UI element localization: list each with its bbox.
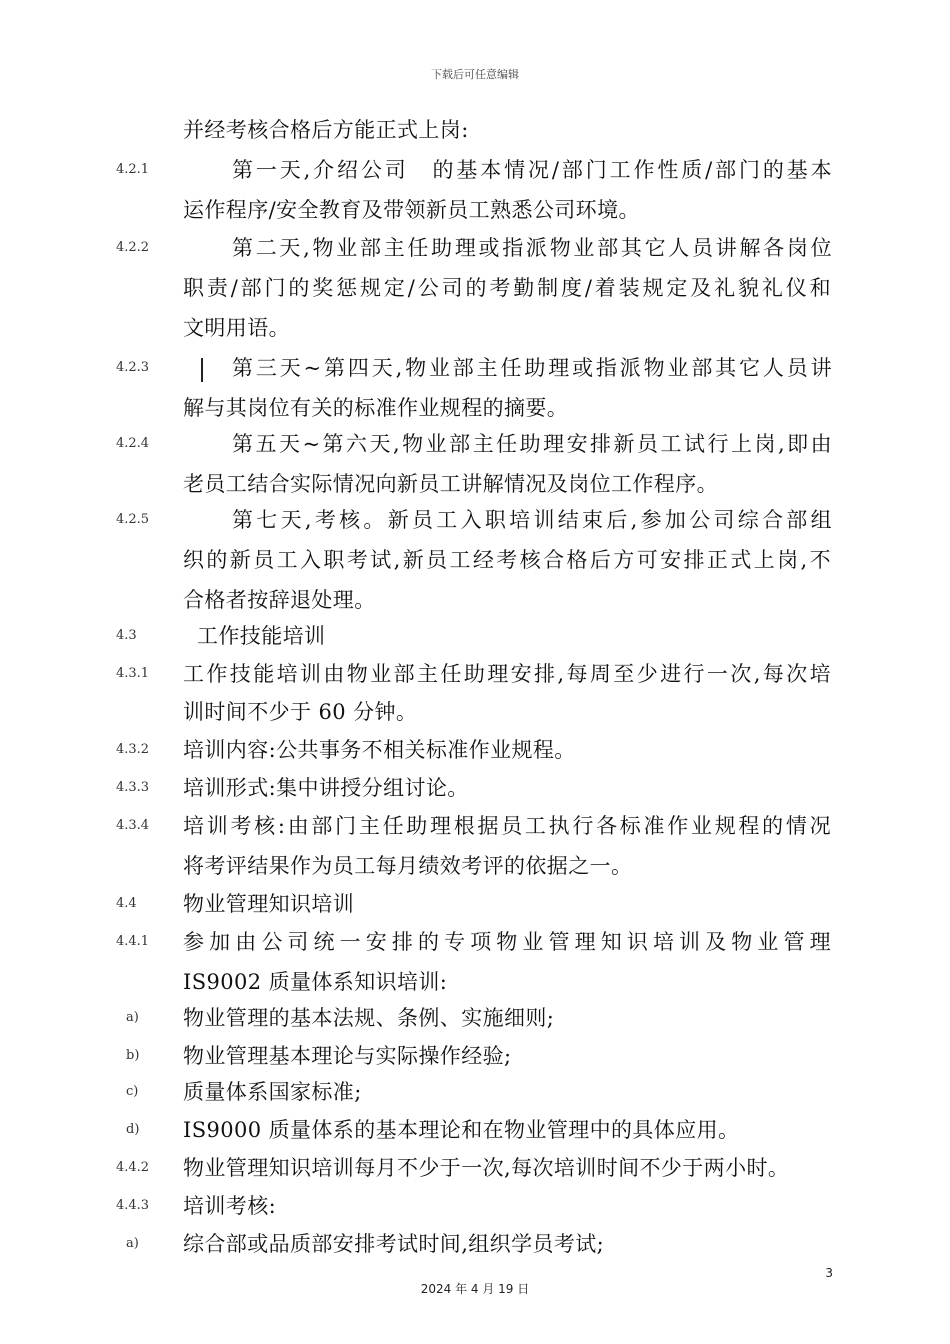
line-text: 物业管理的基本法规、条例、实施细则; (183, 1006, 555, 1030)
line-text: 将考评结果作为员工每月绩效考评的依据之一。 (183, 854, 633, 878)
line-number: 4.2.5 (116, 512, 150, 527)
line-number: d) (126, 1122, 140, 1137)
page-number: 3 (825, 1266, 833, 1280)
line-text: 物业管理知识培训每月不少于一次,每次培训时间不少于两小时。 (183, 1156, 790, 1180)
line-text: 织的新员工入职考试,新员工经考核合格后方可安排正式上岗,不 (183, 548, 831, 572)
line-text: 综合部或品质部安排考试时间,组织学员考试; (183, 1232, 605, 1256)
line-number: 4.3 (116, 628, 137, 643)
line-text: 培训内容:公共事务不相关标准作业规程。 (183, 738, 576, 762)
line-text: 培训考核: (183, 1194, 277, 1218)
line-text: 质量体系国家标准; (183, 1080, 362, 1104)
line-number: 4.2.3 (116, 360, 150, 375)
line-number: 4.4.2 (116, 1160, 150, 1175)
line-text: 培训考核:由部门主任助理根据员工执行各标准作业规程的情况 (183, 814, 831, 838)
line-text: 并经考核合格后方能正式上岗: (183, 118, 469, 142)
line-number: a) (126, 1010, 139, 1025)
line-text: 工作技能培训 (197, 624, 326, 648)
line-text: 文明用语。 (183, 316, 290, 340)
line-number: 4.2.2 (116, 240, 150, 255)
line-number: 4.3.3 (116, 780, 150, 795)
line-text: 第五天~第六天,物业部主任助理安排新员工试行上岗,即由 (232, 432, 832, 456)
line-text: 工作技能培训由物业部主任助理安排,每周至少进行一次,每次培 (183, 662, 831, 686)
line-text: 参加由公司统一安排的专项物业管理知识培训及物业管理 (183, 930, 831, 954)
footer-date: 2024 年 4 月 19 日 (420, 1282, 530, 1296)
line-number: 4.3.2 (116, 742, 150, 757)
line-number: 4.2.1 (116, 162, 150, 177)
line-text: 老员工结合实际情况向新员工讲解情况及岗位工作程序。 (183, 472, 718, 496)
line-number: 4.4.3 (116, 1198, 150, 1213)
line-text: 训时间不少于 60 分钟。 (183, 700, 418, 724)
line-number: a) (126, 1236, 139, 1251)
line-text: 运作程序/安全教育及带领新员工熟悉公司环境。 (183, 198, 640, 222)
line-number: 4.3.1 (116, 666, 150, 681)
line-text: 第一天,介绍公司 的基本情况/部门工作性质/部门的基本 (232, 158, 832, 182)
line-number: c) (126, 1084, 139, 1099)
line-text: 培训形式:集中讲授分组讨论。 (183, 776, 469, 800)
line-text: 物业管理基本理论与实际操作经验; (183, 1044, 512, 1068)
line-text: 第七天,考核。新员工入职培训结束后,参加公司综合部组 (232, 508, 832, 532)
line-number: 4.4.1 (116, 934, 150, 949)
page-header: 下载后可任意编辑 (431, 68, 519, 81)
line-text: 物业管理知识培训 (183, 892, 355, 916)
line-text: IS9000 质量体系的基本理论和在物业管理中的具体应用。 (183, 1118, 740, 1142)
line-text: 第二天,物业部主任助理或指派物业部其它人员讲解各岗位 (232, 236, 832, 260)
line-number: b) (126, 1048, 140, 1063)
line-number: 4.3.4 (116, 818, 150, 833)
line-text: 合格者按辞退处理。 (183, 588, 376, 612)
line-text: 职责/部门的奖惩规定/公司的考勤制度/着装规定及礼貌礼仪和 (183, 276, 831, 300)
line-text: IS9002 质量体系知识培训: (183, 970, 448, 994)
line-text: 第三天~第四天,物业部主任助理或指派物业部其它人员讲 (232, 356, 832, 380)
line-number: 4.4 (116, 896, 137, 911)
line-number: 4.2.4 (116, 436, 150, 451)
text-cursor (201, 358, 203, 382)
line-text: 解与其岗位有关的标准作业规程的摘要。 (183, 396, 569, 420)
